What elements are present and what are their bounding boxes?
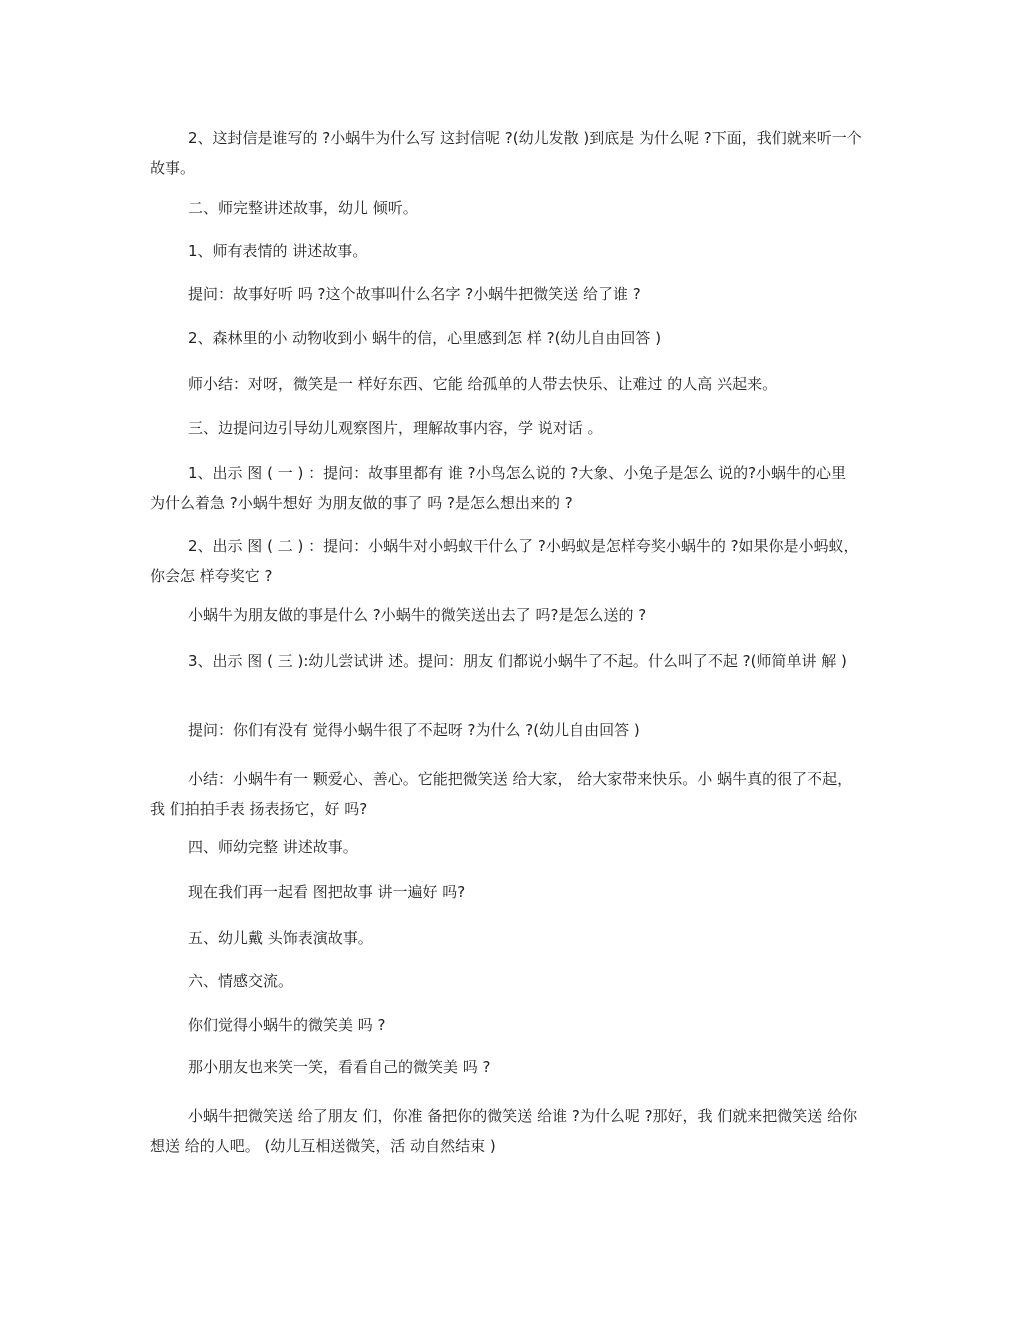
paragraph-16: 五、幼儿戴 头饰表演故事。 [188, 929, 373, 947]
paragraph-20: 小蜗牛把微笑送 给了朋友 们，你准 备把你的微笑送 给谁 ?为什么呢 ?那好，我 们就来把微笑送 给你想送 给的人吧。 (幼儿互相送微笑，活 动自然结束 ) [150, 1107, 858, 1155]
paragraph-4: 提问：故事好听 吗 ?这个故事叫什么名字 ?小蜗牛把微笑送 给了谁 ? [188, 285, 641, 303]
paragraph-6: 师小结：对呀，微笑是一 样好东西、它能 给孤单的人带去快乐、让难过 的人高 兴起来。 [188, 375, 778, 393]
paragraph-10: 小蜗牛为朋友做的事是什么 ?小蜗牛的微笑送出去了 吗?是怎么送的 ? [188, 606, 647, 624]
paragraph-5: 2、森林里的小 动物收到小 蜗牛的信，心里感到怎 样 ?(幼儿自由回答 ) [188, 329, 662, 347]
paragraph-14: 四、师幼完整 讲述故事。 [188, 838, 358, 856]
paragraph-8: 1、出示 图 ( 一 ) ：提问：故事里都有 谁 ?小鸟怎么说的 ?大象、小兔子是怎么 说的?小蜗牛的心里 为什么着急 ?小蜗牛想好 为朋友做的事了 吗 ?是怎么想出来的 ? [150, 464, 851, 512]
paragraph-12: 提问：你们有没有 觉得小蜗牛很了不起呀 ?为什么 ?(幼儿自由回答 ) [188, 721, 640, 739]
paragraph-1: 2、这封信是谁写的 ?小蜗牛为什么写 这封信呢 ?(幼儿发散 )到底是 为什么呢 ?下面，我们就来听一个故事。 [150, 129, 862, 177]
paragraph-7: 三、边提问边引导幼儿观察图片，理解故事内容，学 说对话 。 [188, 419, 603, 437]
paragraph-17: 六、情感交流。 [188, 972, 294, 990]
paragraph-9: 2、出示 图 ( 二 ) ：提问：小蜗牛对小蚂蚁干什么了 ?小蚂蚁是怎样夸奖小蜗牛的 ?如果你是小蚂蚁，你会怎 样夸奖它 ? [150, 537, 859, 585]
paragraph-11: 3、出示 图 ( 三 ):幼儿尝试讲 述。提问：朋友 们都说小蜗牛了不起。什么叫了不起 ?(师简单讲 解 ) [188, 652, 847, 670]
paragraph-19: 那小朋友也来笑一笑，看看自己的微笑美 吗 ? [188, 1058, 491, 1076]
paragraph-13: 小结：小蜗牛有一 颗爱心、善心。它能把微笑送 给大家， 给大家带来快乐。小 蜗牛真的很了不起，我 们拍拍手表 扬表扬它，好 吗? [150, 770, 853, 818]
paragraph-18: 你们觉得小蜗牛的微笑美 吗 ? [188, 1016, 386, 1034]
paragraph-15: 现在我们再一起看 图把故事 讲一遍好 吗? [188, 883, 466, 901]
paragraph-2: 二、师完整讲述故事，幼儿 倾听。 [188, 199, 418, 217]
paragraph-3: 1、师有表情的 讲述故事。 [188, 242, 368, 260]
